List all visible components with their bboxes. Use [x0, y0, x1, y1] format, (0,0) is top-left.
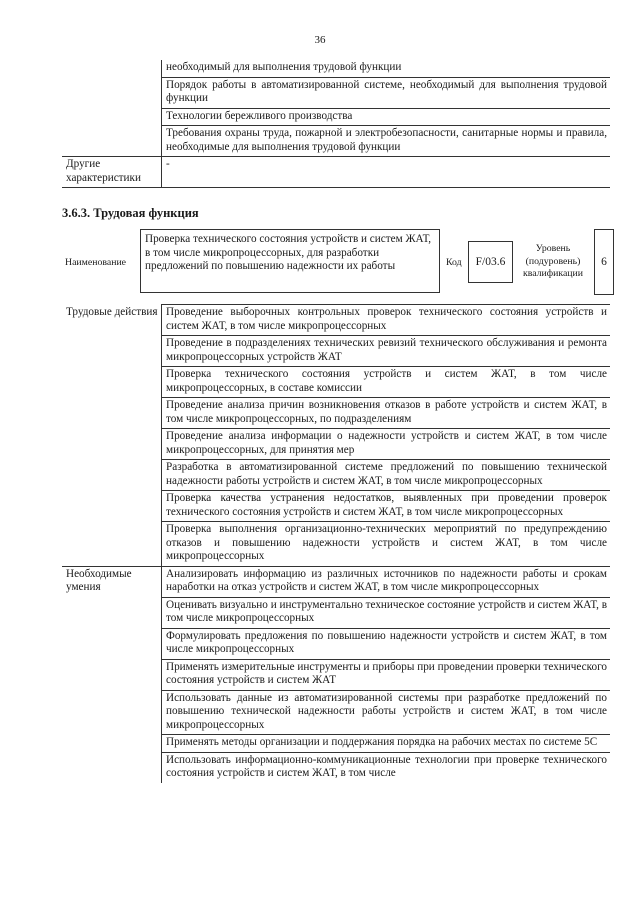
previous-function-table: [62, 60, 610, 188]
required-skill-item: Формулировать предложения по повышению надежности устройств и систем ЖАТ, в том числе микропроцессорных: [162, 628, 611, 659]
labor-action-item: Проверка выполнения организационно-технических мероприятий по предупреждению отказов и повышению надежности устройств и систем ЖАТ, в том числе микропроцессорных: [162, 522, 611, 567]
labor-action-item: Проведение анализа причин возникновения отказов в работе устройств и систем ЖАТ, в том числе микропроцессорных, по подразделениям: [162, 398, 611, 429]
labor-action-item: Проведение выборочных контрольных проверок технического состояния устройств и систем ЖАТ, в том числе микропроцессорных: [162, 305, 611, 336]
level-value: 6: [594, 229, 614, 295]
section-heading: 3.6.3. Трудовая функция: [62, 206, 199, 220]
table-row: необходимый для выполнения трудовой функции: [162, 60, 611, 77]
table-row: Технологии бережливого производства: [162, 108, 611, 126]
required-skills-label: Необходимые умения: [62, 566, 162, 783]
function-name-value: Проверка технического состояния устройств и систем ЖАТ, в том числе микропроцессорных, для разработки предложений по повышению надежности их работы: [140, 229, 440, 293]
labor-actions-label: Трудовые действия: [62, 305, 162, 567]
code-value: F/03.6: [468, 241, 513, 283]
function-details-table: [62, 304, 610, 783]
table-row: Требования охраны труда, пожарной и электробезопасности, санитарные нормы и правила, необходимые для выполнения трудовой функции: [162, 126, 611, 157]
labor-action-item: Проведение в подразделениях технических ревизий технического обслуживания и ремонта микропроцессорных устройств ЖАТ: [162, 336, 611, 367]
required-skill-item: Применять методы организации и поддержания порядка на рабочих местах по системе 5С: [162, 735, 611, 753]
level-label: Уровень (подуровень) квалификации: [522, 243, 584, 279]
required-skill-item: Использовать данные из автоматизированной системы при разработке предложений по повышению технической надежности работы устройств и систем ЖАТ, в том числе микропроцессорных: [162, 690, 611, 735]
code-label: Код: [446, 257, 462, 268]
required-skill-item: Оценивать визуально и инструментально техническое состояние устройств и систем ЖАТ, в том числе микропроцессорных: [162, 597, 611, 628]
required-skill-item: Анализировать информацию из различных источников по надежности работы и срокам наработки на отказ устройств и систем ЖАТ, в том числе микропроцессорных: [162, 566, 611, 597]
labor-action-item: Разработка в автоматизированной системе предложений по повышению технической надежности работы устройств и систем ЖАТ, в том числе микропроцессорных: [162, 460, 611, 491]
page-number: 36: [314, 34, 326, 46]
table-row: Порядок работы в автоматизированной системе, необходимый для выполнения трудовой функции: [162, 77, 611, 108]
other-characteristics-label: Другие характеристики: [62, 157, 162, 188]
table-label-empty: [62, 60, 162, 77]
labor-action-item: Проверка технического состояния устройств и систем ЖАТ, в том числе микропроцессорных, в составе комиссии: [162, 367, 611, 398]
name-label: Наименование: [65, 257, 127, 268]
other-characteristics-value: -: [162, 157, 611, 188]
labor-action-item: Проверка качества устранения недостатков, выявленных при проведении проверок технического состояния устройств и систем ЖАТ, в том числе микропроцессорных: [162, 491, 611, 522]
required-skill-item: Применять измерительные инструменты и приборы при проведении проверки технического состояния устройств и систем ЖАТ: [162, 659, 611, 690]
required-skill-item: Использовать информационно-коммуникационные технологии при проверке технического состояния устройств и систем ЖАТ, в том числе: [162, 752, 611, 783]
labor-action-item: Проведение анализа информации о надежности устройств и систем ЖАТ, в том числе микропроцессорных, для принятия мер: [162, 429, 611, 460]
